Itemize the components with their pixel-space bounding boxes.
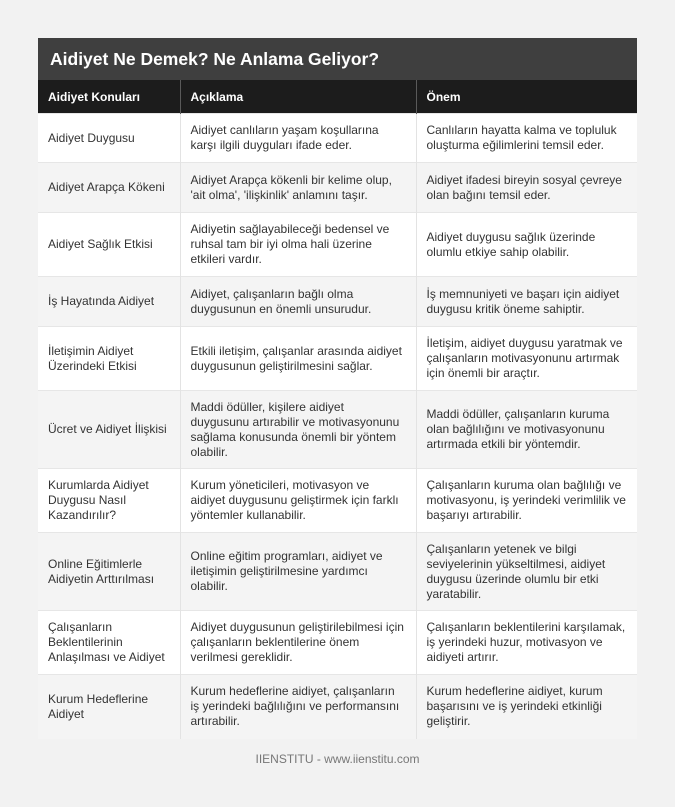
cell-topic: İş Hayatında Aidiyet: [38, 277, 180, 327]
cell-description: Kurum hedeflerine aidiyet, çalışanların iş yerindeki bağlılığını ve performansını artırabilir.: [180, 675, 416, 739]
cell-importance: Aidiyet ifadesi bireyin sosyal çevreye olan bağını temsil eder.: [416, 163, 637, 213]
cell-description: Kurum yöneticileri, motivasyon ve aidiyet duygusunu geliştirmek için farklı yöntemler kullanabilir.: [180, 469, 416, 533]
cell-topic: Aidiyet Sağlık Etkisi: [38, 213, 180, 277]
footer-credit: IIENSTITU - www.iienstitu.com: [255, 752, 420, 766]
table-row: [38, 469, 637, 533]
table-row: [38, 277, 637, 327]
cell-topic: Aidiyet Duygusu: [38, 114, 180, 163]
table-row: [38, 213, 637, 277]
table-row: [38, 114, 637, 163]
cell-topic: Aidiyet Arapça Kökeni: [38, 163, 180, 213]
cell-description: Aidiyet Arapça kökenli bir kelime olup, 'ait olma', 'ilişkinlik' anlamını taşır.: [180, 163, 416, 213]
cell-description: Maddi ödüller, kişilere aidiyet duygusunu artırabilir ve motivasyonunu sağlama konusunda önemli bir yöntem olabilir.: [180, 391, 416, 469]
table-row: [38, 611, 637, 675]
table-header-row: [38, 80, 637, 114]
cell-topic: Online Eğitimlerle Aidiyetin Arttırılması: [38, 533, 180, 611]
column-header-importance: Önem: [416, 80, 637, 114]
table-row: [38, 163, 637, 213]
cell-importance: Çalışanların kuruma olan bağlılığı ve motivasyonu, iş yerindeki verimlilik ve başarıyı artırabilir.: [416, 469, 637, 533]
cell-importance: Çalışanların yetenek ve bilgi seviyelerinin yükseltilmesi, aidiyet duygusu üzerinde olumlu bir etki yaratabilir.: [416, 533, 637, 611]
cell-topic: Kurum Hedeflerine Aidiyet: [38, 675, 180, 739]
content-card: [38, 38, 637, 739]
cell-topic: Ücret ve Aidiyet İlişkisi: [38, 391, 180, 469]
page-title: Aidiyet Ne Demek? Ne Anlama Geliyor?: [38, 38, 637, 80]
column-header-topics: Aidiyet Konuları: [38, 80, 180, 114]
cell-topic: Çalışanların Beklentilerinin Anlaşılması ve Aidiyet: [38, 611, 180, 675]
cell-importance: Canlıların hayatta kalma ve topluluk oluşturma eğilimlerini temsil eder.: [416, 114, 637, 163]
cell-description: Aidiyet duygusunun geliştirilebilmesi için çalışanların beklentilerine önem verilmesi gereklidir.: [180, 611, 416, 675]
cell-description: Etkili iletişim, çalışanlar arasında aidiyet duygusunun geliştirilmesini sağlar.: [180, 327, 416, 391]
table-row: [38, 327, 637, 391]
cell-importance: İletişim, aidiyet duygusu yaratmak ve çalışanların motivasyonunu artırmak için önemli bir araçtır.: [416, 327, 637, 391]
table-row: [38, 533, 637, 611]
cell-description: Aidiyet canlıların yaşam koşullarına karşı ilgili duyguları ifade eder.: [180, 114, 416, 163]
table-row: [38, 391, 637, 469]
cell-importance: İş memnuniyeti ve başarı için aidiyet duygusu kritik öneme sahiptir.: [416, 277, 637, 327]
cell-importance: Aidiyet duygusu sağlık üzerinde olumlu etkiye sahip olabilir.: [416, 213, 637, 277]
cell-topic: Kurumlarda Aidiyet Duygusu Nasıl Kazandırılır?: [38, 469, 180, 533]
aidiyet-table: [38, 80, 637, 739]
cell-topic: İletişimin Aidiyet Üzerindeki Etkisi: [38, 327, 180, 391]
cell-description: Aidiyetin sağlayabileceği bedensel ve ruhsal tam bir iyi olma hali üzerine etkileri vardır.: [180, 213, 416, 277]
cell-importance: Çalışanların beklentilerini karşılamak, iş yerindeki huzur, motivasyon ve aidiyeti artırır.: [416, 611, 637, 675]
cell-description: Aidiyet, çalışanların bağlı olma duygusunun en önemli unsurudur.: [180, 277, 416, 327]
cell-importance: Maddi ödüller, çalışanların kuruma olan bağlılığını ve motivasyonunu artırmada etkili bir yöntemdir.: [416, 391, 637, 469]
cell-description: Online eğitim programları, aidiyet ve iletişimin geliştirilmesine yardımcı olabilir.: [180, 533, 416, 611]
column-header-description: Açıklama: [180, 80, 416, 114]
cell-importance: Kurum hedeflerine aidiyet, kurum başarısını ve iş yerindeki etkinliği geliştirir.: [416, 675, 637, 739]
table-row: [38, 675, 637, 739]
